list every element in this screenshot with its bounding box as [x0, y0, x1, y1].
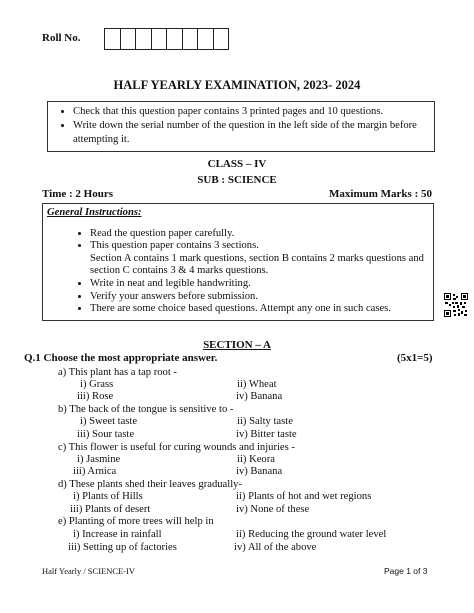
roll-no-label: Roll No.	[42, 32, 81, 44]
notice-item: • Write down the serial number of the question in the left side of the margin before attempting it.	[73, 119, 434, 147]
subquestion-stem: b) The back of the tongue is sensitive to -	[58, 404, 234, 415]
answer-option: i) Plants of Hills	[73, 491, 143, 502]
general-instructions-box	[42, 203, 434, 321]
instruction-item: • This question paper contains 3 sections.	[90, 240, 433, 253]
roll-no-digit-box	[136, 29, 152, 49]
class-line: CLASS – IV	[207, 158, 267, 170]
answer-option: i) Grass	[80, 379, 114, 390]
notice-item	[73, 105, 434, 119]
answer-option: iv) Bitter taste	[236, 429, 297, 440]
instruction-item: • Read the question paper carefully.	[90, 228, 433, 241]
roll-no-digit-box	[167, 29, 183, 49]
instructions-title: General Instructions:	[47, 207, 142, 218]
subquestion-stem: e) Planting of more trees will help in	[58, 516, 214, 527]
roll-no-boxes	[104, 28, 229, 50]
time-allowed: Time : 2 Hours	[42, 188, 113, 200]
roll-no-digit-box	[198, 29, 214, 49]
roll-no-digit-box	[105, 29, 121, 49]
answer-option: iv) Banana	[236, 391, 283, 402]
answer-option: ii) Keora	[237, 454, 275, 465]
question-1-marks: (5x1=5)	[397, 352, 433, 364]
answer-option: ii) Reducing the ground water level	[236, 529, 387, 540]
answer-option: ii) Wheat	[237, 379, 277, 390]
answer-option: iii) Arnica	[73, 466, 117, 477]
subquestion-stem: d) These plants shed their leaves gradually-	[58, 479, 242, 490]
notice-box	[47, 101, 435, 152]
answer-option: iv) All of the above	[234, 542, 317, 553]
answer-option: iii) Plants of desert	[70, 504, 151, 515]
maximum-marks: Maximum Marks : 50	[329, 188, 432, 200]
section-a-heading: SECTION – A	[203, 339, 271, 351]
subquestion-stem: a) This plant has a tap root -	[58, 367, 177, 378]
answer-option: i) Sweet taste	[80, 416, 138, 427]
answer-option: iii) Setting up of factories	[68, 542, 177, 553]
answer-option: ii) Salty taste	[237, 416, 293, 427]
instruction-item: • Write in neat and legible handwriting.	[90, 278, 433, 291]
notice-item-text: Check that this question paper contains 3 printed pages and 10 questions.	[73, 106, 384, 117]
subquestion-stem: c) This flower is useful for curing wounds and injuries -	[58, 442, 295, 453]
question-1-label: Q.1 Choose the most appropriate answer.	[24, 352, 218, 364]
footer-page-number: Page 1 of 3	[384, 566, 428, 576]
instruction-item: Section A contains 1 mark questions, section B contains 2 marks questions and section C contains 3 & 4 marks questions.	[90, 252, 424, 277]
answer-option: ii) Plants of hot and wet regions	[236, 491, 372, 502]
answer-option: i) Increase in rainfall	[73, 529, 162, 540]
subject-line: SUB : SCIENCE	[197, 174, 277, 186]
exam-title: HALF YEARLY EXAMINATION, 2023- 2024	[113, 78, 361, 92]
qr-code-icon	[444, 293, 468, 317]
answer-option: iv) Banana	[236, 466, 283, 477]
roll-no-digit-box	[214, 29, 229, 49]
instruction-item: • Verify your answers before submission.	[90, 291, 433, 304]
instruction-item: • There are some choice based questions. Attempt any one in such cases.	[90, 303, 433, 316]
roll-no-digit-box	[121, 29, 137, 49]
footer-document-label: Half Yearly / SCIENCE-IV	[42, 566, 136, 576]
roll-no-digit-box	[152, 29, 168, 49]
answer-option: iii) Rose	[77, 391, 114, 402]
roll-no-digit-box	[183, 29, 199, 49]
answer-option: iii) Sour taste	[77, 429, 135, 440]
answer-option: i) Jasmine	[77, 454, 121, 465]
answer-option: iv) None of these	[236, 504, 310, 515]
